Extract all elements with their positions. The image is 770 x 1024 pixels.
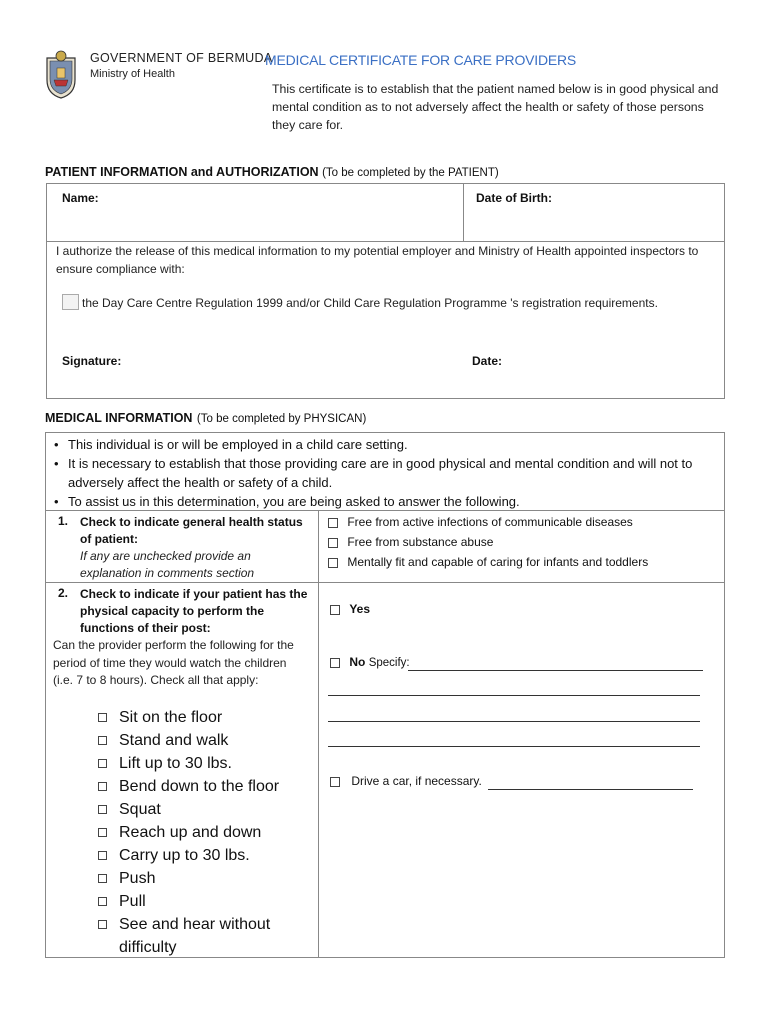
q1-number: 1. <box>58 514 69 528</box>
activity-label: Sit on the floor <box>119 709 223 726</box>
activity-label: Lift up to 30 lbs. <box>119 755 232 772</box>
activity-item[interactable] <box>98 729 308 752</box>
activity-label: Pull <box>119 893 146 910</box>
checkbox[interactable] <box>330 658 340 668</box>
activity-label: Reach up and down <box>119 824 262 841</box>
option-label: Mentally fit and capable of caring for infants and toddlers <box>347 555 649 569</box>
activity-item[interactable] <box>98 706 308 729</box>
dob-field[interactable]: Date of Birth: <box>476 191 552 205</box>
q1-title: Check to indicate general health status of patient: <box>80 515 303 546</box>
specify-line[interactable] <box>328 694 700 696</box>
activity-list <box>98 706 308 959</box>
ministry-name: Ministry of Health <box>90 68 175 80</box>
q2-number: 2. <box>58 586 69 600</box>
patient-heading-text: PATIENT INFORMATION and AUTHORIZATION <box>45 165 319 179</box>
activity-label: See and hear without difficulty <box>119 916 271 956</box>
checkbox[interactable] <box>328 558 338 568</box>
government-name: GOVERNMENT OF BERMUDA <box>90 51 273 65</box>
option-label: Free from active infections of communicable diseases <box>347 515 633 529</box>
yes-label: Yes <box>349 602 371 616</box>
activity-item[interactable] <box>98 775 308 798</box>
patient-box <box>46 183 725 399</box>
activity-label: Stand and walk <box>119 732 229 749</box>
yes-option[interactable] <box>330 602 370 616</box>
activity-item[interactable] <box>98 798 308 821</box>
activity-item[interactable] <box>98 867 308 890</box>
date-field[interactable]: Date: <box>472 354 503 368</box>
activity-label: Bend down to the floor <box>119 778 280 795</box>
checkbox[interactable] <box>98 759 107 768</box>
drive-line[interactable] <box>488 788 693 790</box>
checkbox[interactable] <box>330 605 340 615</box>
activity-item[interactable] <box>98 913 308 959</box>
regulation-text: the Day Care Centre Regulation 1999 and/or Child Care Regulation Programme 's registration requirements. <box>82 296 658 310</box>
q1-note: If any are unchecked provide an explanation in comments section <box>80 549 255 580</box>
signature-field[interactable]: Signature: <box>62 354 122 368</box>
drive-option[interactable] <box>330 774 482 788</box>
medical-section-heading <box>45 409 366 427</box>
regulation-checkbox[interactable] <box>62 294 79 310</box>
patient-heading-note: (To be completed by the PATIENT) <box>322 167 499 179</box>
specify-line[interactable] <box>328 745 700 747</box>
q2-title: Check to indicate if your patient has the physical capacity to perform the functions of their post: <box>80 587 308 635</box>
specify-line[interactable] <box>328 720 700 722</box>
coat-of-arms-logo <box>44 50 78 100</box>
activity-label: Squat <box>119 801 161 818</box>
medical-heading-note: (To be completed by PHYSICAN) <box>196 413 367 425</box>
bullet-item: • To assist us in this determination, you are being asked to answer the following. <box>52 492 712 511</box>
row-divider <box>45 582 725 583</box>
checkbox[interactable] <box>98 851 107 860</box>
bullet-item: • It is necessary to establish that those providing care are in good physical and mental condition and will not to adversely affect the health or safety of a child. <box>52 454 712 492</box>
column-divider <box>318 510 319 958</box>
bullet-item: • This individual is or will be employed in a child care setting. <box>52 435 712 454</box>
activity-item[interactable] <box>98 752 308 775</box>
no-label: No <box>349 655 366 669</box>
q1-option[interactable] <box>328 512 633 532</box>
table-top-line <box>45 510 725 511</box>
checkbox[interactable] <box>328 518 338 528</box>
medical-heading-text: MEDICAL INFORMATION <box>45 411 193 425</box>
activity-label: Push <box>119 870 156 887</box>
specify-label: Specify: <box>368 657 410 669</box>
no-option[interactable] <box>330 655 410 669</box>
patient-section-heading <box>45 165 499 179</box>
q2-text: Can the provider perform the following for the period of time they would watch the children (i.e. 7 to 8 hours). Check all that apply: <box>53 638 294 687</box>
checkbox[interactable] <box>98 874 107 883</box>
checkbox[interactable] <box>330 777 340 787</box>
checkbox[interactable] <box>98 828 107 837</box>
activity-item[interactable] <box>98 821 308 844</box>
checkbox[interactable] <box>328 538 338 548</box>
activity-item[interactable] <box>98 890 308 913</box>
authorize-text: I authorize the release of this medical information to my potential employer and Ministry of Health appointed inspectors to ensure compliance with: <box>56 244 699 276</box>
name-field[interactable]: Name: <box>62 191 99 205</box>
specify-line[interactable] <box>408 669 703 671</box>
intro-text: This certificate is to establish that the patient named below is in good physical and mental condition as to not adversely affect the health or safety of those persons they care for. <box>272 82 719 132</box>
checkbox[interactable] <box>98 782 107 791</box>
name-dob-divider <box>463 183 464 241</box>
q1-option[interactable] <box>328 532 493 552</box>
checkbox[interactable] <box>98 897 107 906</box>
checkbox[interactable] <box>98 920 107 929</box>
checkbox[interactable] <box>98 805 107 814</box>
activity-label: Carry up to 30 lbs. <box>119 847 250 864</box>
document-title: MEDICAL CERTIFICATE FOR CARE PROVIDERS <box>265 52 577 68</box>
activity-item[interactable] <box>98 844 308 867</box>
checkbox[interactable] <box>98 736 107 745</box>
q1-option[interactable] <box>328 552 648 572</box>
medical-bullets <box>52 435 712 511</box>
drive-label: Drive a car, if necessary. <box>351 774 482 788</box>
option-label: Free from substance abuse <box>347 535 494 549</box>
checkbox[interactable] <box>98 713 107 722</box>
